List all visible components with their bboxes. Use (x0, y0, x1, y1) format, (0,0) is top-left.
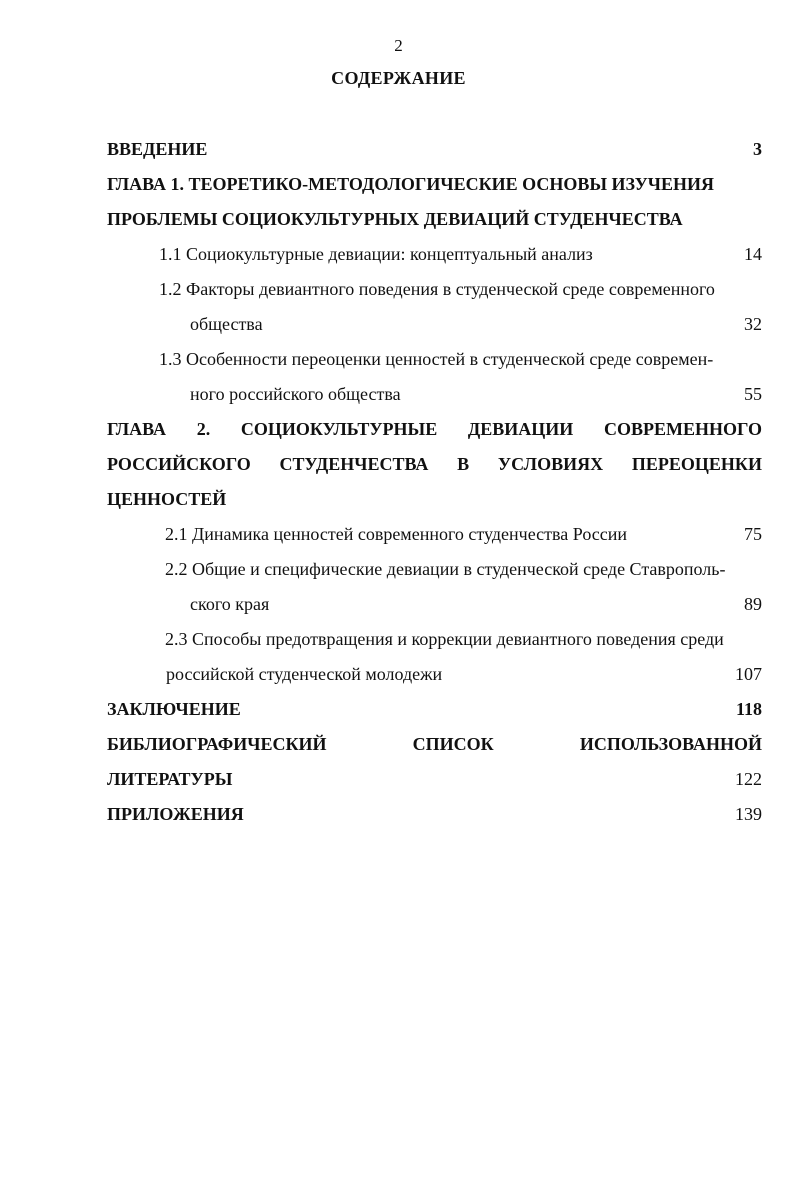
toc-page-number: 3 (753, 139, 762, 159)
toc-entry-label-cont: ского края (190, 594, 270, 614)
toc-section-1-2[interactable] (107, 272, 762, 307)
toc-word: ИСПОЛЬЗОВАННОЙ (579, 734, 762, 754)
toc-word: СОВРЕМЕННОГО (603, 419, 762, 439)
toc-word: РОССИЙСКОГО (107, 454, 251, 474)
toc-entry-introduction[interactable] (107, 132, 762, 167)
toc-chapter-1-heading-cont[interactable] (107, 202, 762, 237)
toc-word: ДЕВИАЦИИ (467, 419, 574, 439)
page-number: 2 (394, 36, 403, 55)
toc-word: УСЛОВИЯХ (497, 454, 604, 474)
toc-word: БИБЛИОГРАФИЧЕСКИЙ (107, 734, 327, 754)
toc-section-2-2-cont[interactable] (107, 587, 762, 622)
toc-chapter-2-line-3: ЦЕННОСТЕЙ (107, 489, 227, 509)
toc-entry-label: ВВЕДЕНИЕ (107, 139, 208, 159)
toc-word: СПИСОК (412, 734, 494, 754)
toc-entry-label: 2.1 Динамика ценностей современного студенчества России (165, 524, 628, 544)
toc-page-number: 107 (735, 664, 762, 684)
toc-word: СОЦИОКУЛЬТУРНЫЕ (240, 419, 438, 439)
toc-page-number: 14 (744, 244, 762, 264)
toc-section-1-3-cont[interactable] (107, 377, 762, 412)
toc-section-2-3-cont[interactable] (107, 657, 762, 692)
toc-chapter-1-line-1: ГЛАВА 1. ТЕОРЕТИКО-МЕТОДОЛОГИЧЕСКИЕ ОСНОВЫ ИЗУЧЕНИЯ (107, 174, 715, 194)
toc-chapter-2-heading-cont[interactable] (107, 447, 762, 482)
toc-page-number: 75 (744, 524, 762, 544)
toc-page-number: 139 (735, 804, 762, 824)
toc-word: ГЛАВА (107, 419, 167, 439)
toc-entry-label: 2.2 Общие и специфические девиации в студенческой среде Ставрополь- (165, 559, 726, 579)
toc-word: ПЕРЕОЦЕНКИ (631, 454, 762, 474)
toc-word: В (457, 454, 470, 474)
toc-section-1-2-cont[interactable] (107, 307, 762, 342)
toc-entry-label-cont: российской студенческой молодежи (166, 664, 443, 684)
toc-page-number: 32 (744, 314, 762, 334)
toc-entry-label: 2.3 Способы предотвращения и коррекции девиантного поведения среди (165, 629, 724, 649)
toc-entry-conclusion[interactable] (107, 692, 762, 727)
toc-chapter-1-line-2: ПРОБЛЕМЫ СОЦИОКУЛЬТУРНЫХ ДЕВИАЦИЙ СТУДЕНЧЕСТВА (107, 209, 683, 229)
toc-chapter-1-heading[interactable] (107, 167, 762, 202)
toc-entry-label-cont: ного российского общества (190, 384, 401, 404)
toc-entry-bibliography-cont[interactable] (107, 762, 762, 797)
toc-section-2-2[interactable] (107, 552, 762, 587)
toc-page-number: 118 (735, 699, 762, 719)
toc-entry-label-cont: ЛИТЕРАТУРЫ (107, 769, 233, 789)
toc-section-1-1[interactable] (107, 237, 762, 272)
toc-page-number: 122 (735, 769, 762, 789)
table-of-contents (107, 132, 762, 832)
toc-chapter-2-heading[interactable] (107, 412, 762, 447)
toc-word: 2. (196, 419, 211, 439)
toc-entry-label: 1.1 Социокультурные девиации: концептуальный анализ (159, 244, 593, 264)
toc-word: СТУДЕНЧЕСТВА (279, 454, 429, 474)
toc-section-2-3[interactable] (107, 622, 762, 657)
toc-entry-label-cont: общества (190, 314, 263, 334)
page-title: СОДЕРЖАНИЕ (331, 68, 466, 88)
toc-entry-label: 1.2 Факторы девиантного поведения в студенческой среде современного (159, 279, 715, 299)
toc-section-1-3[interactable] (107, 342, 762, 377)
toc-entry-appendices[interactable] (107, 797, 762, 832)
toc-entry-label: ПРИЛОЖЕНИЯ (107, 804, 244, 824)
toc-section-2-1[interactable] (107, 517, 762, 552)
toc-page-number: 89 (744, 594, 762, 614)
toc-entry-bibliography[interactable] (107, 727, 762, 762)
toc-entry-label: 1.3 Особенности переоценки ценностей в студенческой среде современ- (159, 349, 714, 369)
toc-chapter-2-heading-end[interactable] (107, 482, 762, 517)
toc-page-number: 55 (744, 384, 762, 404)
toc-entry-label: ЗАКЛЮЧЕНИЕ (107, 699, 241, 719)
